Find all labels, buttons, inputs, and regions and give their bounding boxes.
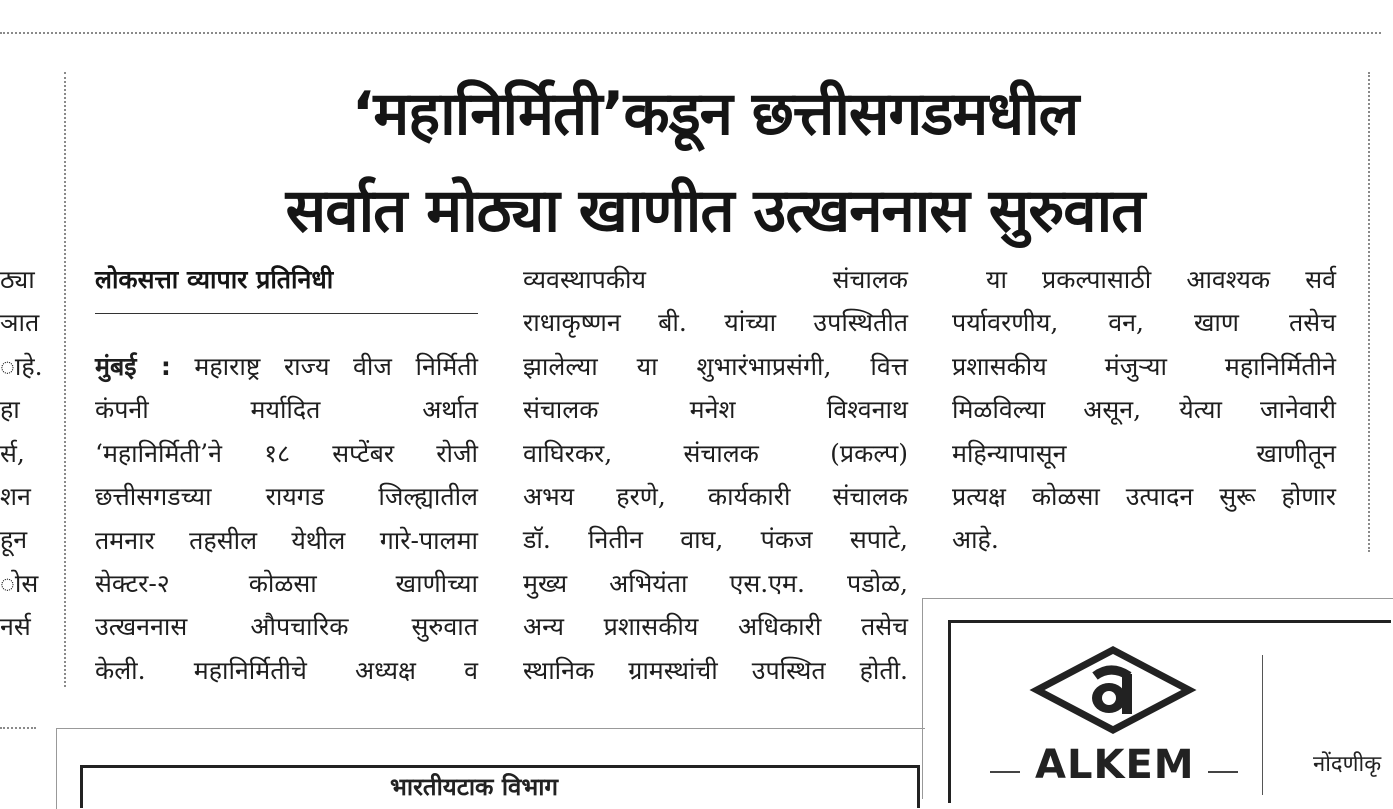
column-line: व्यवस्थापकीय संचालक <box>523 265 908 294</box>
column-line: पर्यावरणीय, वन, खाण तसेच <box>952 308 1336 338</box>
article-column-1 <box>95 345 478 692</box>
lower-notice-title: भारतीयटाक विभाग <box>390 773 558 801</box>
brand-line-right <box>1208 771 1238 773</box>
fragment-line: शन <box>0 482 31 512</box>
fragment-line: हा <box>0 395 20 425</box>
byline: लोकसत्ता व्यापार प्रतिनिधी <box>95 265 334 294</box>
alkem-logo-icon <box>1033 646 1193 734</box>
left-column-divider <box>64 72 66 687</box>
column-line: मुख्य अभियंता एस.एम. पडोळ, <box>523 568 908 598</box>
column-line: डॉ. नितीन वाघ, पंकज सपाटे, <box>523 525 908 555</box>
left-bottom-dotted-rule <box>0 727 36 729</box>
column-line: कंपनी मर्यादित अर्थात <box>95 395 478 425</box>
column-line: या प्रकल्पासाठी आवश्यक सर्व <box>986 265 1336 294</box>
ad-side-text: नोंदणीकृ <box>1313 752 1382 777</box>
column-line: ‘महानिर्मिती’ने १८ सप्टेंबर रोजी <box>95 438 478 468</box>
fragment-line: र्स, <box>0 438 25 468</box>
column-line: अभय हरणे, कार्यकारी संचालक <box>523 482 908 512</box>
column-line: प्रत्यक्ष कोळसा उत्पादन सुरू होणार <box>952 482 1336 512</box>
column-line: संचालक मनेश विश्वनाथ <box>523 395 908 425</box>
column-line: स्थानिक ग्रामस्थांची उपस्थित होती. <box>523 655 908 685</box>
byline-rule <box>95 313 478 314</box>
fragment-line: हून <box>0 525 28 555</box>
column-line: प्रशासकीय मंजुऱ्या महानिर्मितीने <box>952 351 1336 381</box>
column-line: उत्खननास औपचारिक सुरुवात <box>95 612 478 642</box>
column-line: झालेल्या या शुभारंभाप्रसंगी, वित्त <box>523 351 908 381</box>
headline-line-1: ‘महानिर्मिती’कडून छत्तीसगडमधील <box>351 79 1079 149</box>
advertisement-separator <box>1262 655 1263 795</box>
column-line: आहे. <box>952 525 999 555</box>
adjacent-article-fragment <box>0 258 43 649</box>
fragment-line: ठ्या <box>0 265 35 294</box>
ad-brand-name: ALKEM <box>1035 742 1195 788</box>
right-column-divider <box>1368 72 1370 552</box>
column-line: महिन्यापासून खाणीतून <box>952 438 1336 468</box>
column-line-text: महाराष्ट्र राज्य वीज निर्मिती <box>194 352 478 381</box>
headline-line-2: सर्वात मोठ्या खाणीत उत्खननास सुरुवात <box>285 176 1145 246</box>
column-line: राधाकृष्णन बी. यांच्या उपस्थितीत <box>523 308 908 338</box>
fragment-line: ाहे. <box>0 351 43 381</box>
brand-line-left <box>990 771 1020 773</box>
column-line: अन्य प्रशासकीय अधिकारी तसेच <box>523 612 908 642</box>
column-line: केली. महानिर्मितीचे अध्यक्ष व <box>95 655 478 685</box>
column-line: तमनार तहसील येथील गारे-पालमा <box>95 525 478 555</box>
article-column-3 <box>952 258 1336 562</box>
column-line: छत्तीसगडच्या रायगड जिल्ह्यातील <box>95 482 478 512</box>
fragment-line: ोस <box>0 568 39 598</box>
column-line: वाघिरकर, संचालक (प्रकल्प) <box>523 438 908 468</box>
fragment-line: ञात <box>0 308 40 338</box>
fragment-line: नर्स <box>0 612 31 642</box>
article-column-2 <box>523 258 908 692</box>
dateline: मुंबई : <box>95 352 171 381</box>
column-line <box>95 345 478 388</box>
column-line: मिळविल्या असून, येत्या जानेवारी <box>952 395 1336 425</box>
column-line: सेक्टर-२ कोळसा खाणीच्या <box>95 569 478 599</box>
top-dotted-rule <box>0 32 1381 34</box>
